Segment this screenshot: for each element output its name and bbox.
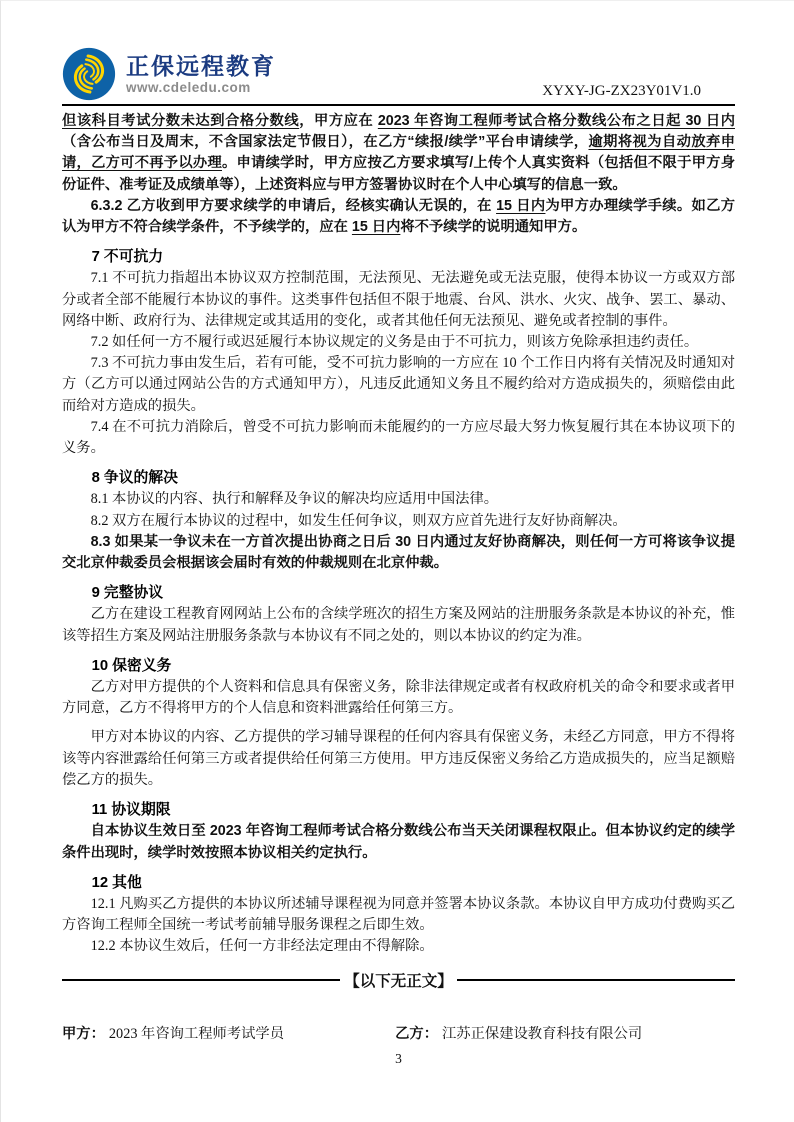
- party-b-name: 江苏正保建设教育科技有限公司: [442, 1025, 643, 1042]
- logo-text: [126, 53, 276, 96]
- end-marker-line-left: [62, 979, 340, 981]
- document-code: XYXY-JG-ZX23Y01V1.0: [542, 83, 701, 99]
- clause-segment: 6.3.2 乙方收到甲方要求续学的申请后，经核实确认无误的，在: [90, 197, 497, 214]
- party-a: [62, 1023, 395, 1045]
- intro-segment: 2023 年咨询工程师考试合格分数线公布之日起 30 日内: [377, 113, 735, 129]
- section-7-heading: 7 不可抗力: [91, 249, 164, 266]
- clause-12-1: 12.1 凡购买乙方提供的本协议所述辅导课程视为同意并签署本协议条款。本协议自甲方成功付费购买乙方咨询工程师全国统一考试考前辅导服务课程之后即生效。: [62, 895, 735, 934]
- clause-9-1: 乙方在建设工程教育网网站上公布的含续学班次的招生方案及网站的注册服务条款是本协议的补充，惟该等招生方案及网站注册服务条款与本协议有不同之处的，则以本协议的约定为准。: [62, 606, 735, 644]
- end-marker-line-right: [457, 979, 735, 981]
- section-8-heading: 8 争议的解决: [91, 470, 178, 487]
- party-b-label: 乙方：: [395, 1025, 439, 1042]
- party-a-name: 2023 年咨询工程师考试学员: [108, 1025, 285, 1042]
- clause-8-2: 8.2 双方在履行本协议的过程中，如发生任何争议，则双方应首先进行友好协商解决。: [90, 512, 627, 529]
- clause-7-3: 7.3 不可抗力事由发生后，若有可能，受不可抗力影响的一方应在 10 个工作日内将有关情况及时通知对方（乙方可以通过网站公告的方式通知甲方），凡违反此通知义务且不履约给对方造成损失的，须赔偿由此而给对方造成的损失。: [62, 355, 735, 414]
- intro-segment: 但该科目考试分数未达到合格分数线: [62, 113, 300, 129]
- intro-segment: （含公布当日及周末，不含国家法定节假日），在乙方“续报/续学”平台申请续学，: [62, 134, 589, 151]
- section-9-heading: 9 完整协议: [91, 585, 164, 602]
- clause-segment: 将不予续学的说明通知甲方。: [400, 219, 587, 236]
- signature-row: [62, 1023, 735, 1045]
- logo-swirl-icon: [62, 47, 116, 101]
- clause-6-3-2: [62, 196, 735, 238]
- section-11-heading: 11 协议期限: [91, 802, 171, 819]
- intro-segment: ，甲方应在: [299, 113, 378, 129]
- brand-website: www.cdeledu.com: [126, 79, 251, 95]
- clause-7-1: 7.1 不可抗力指超出本协议双方控制范围，无法预见、无法避免或无法克服，使得本协议一方或双方部分或者全部不能履行本协议的事件。这类事件包括但不限于地震、台风、洪水、火灾、战争、罢工、暴动、网络中断、政府行为、法律规定或其适用的变化，或者其他任何无法预见、避免或者控制的事件。: [62, 270, 735, 329]
- intro-segment: 逾期将视为自动放弃申请，乙方可不再予以办理: [62, 134, 735, 172]
- clause-segment: 15 日内: [496, 197, 546, 214]
- clause-8-1: 8.1 本协议的内容、执行和解释及争议的解决均应适用中国法律。: [90, 491, 499, 508]
- clause-8-3: 8.3 如果某一争议未在一方首次提出协商之日后 30 日内通过友好协商解决，则任何一方可将该争议提交北京仲裁委员会根据该会届时有效的仲裁规则在北京仲裁。: [62, 533, 735, 572]
- section-12-heading: 12 其他: [91, 874, 142, 891]
- party-b: [395, 1023, 642, 1045]
- intro-segment: 。申请续学时，甲方应按乙方要求填写/上传个人真实资料（包括但不限于甲方身份证件、准考证及成绩单等），上述资料应与甲方签署协议时在个人中心填写的信息一致。: [62, 155, 736, 193]
- party-a-label: 甲方：: [62, 1025, 105, 1042]
- page-number: 3: [395, 1050, 402, 1066]
- clause-segment: 15 日内: [351, 219, 401, 236]
- clause-10-2: 甲方对本协议的内容、乙方提供的学习辅导课程的任何内容具有保密义务，未经乙方同意，甲方不得将该等内容泄露给任何第三方或者提供给任何第三方使用。甲方违反保密义务给乙方造成损失的，应当足额赔偿乙方的损失。: [62, 729, 735, 788]
- clause-segment: 为甲方办理续学手续。如乙方认为甲方不符合续学条件，不予续学的，应在: [62, 197, 735, 236]
- clause-11-1: 自本协议生效日至 2023 年咨询工程师考试合格分数线公布当天关闭课程权限止。但本协议约定的续学条件出现时，续学时效按照本协议相关约定执行。: [62, 823, 735, 861]
- section-10-heading: 10 保密义务: [91, 657, 172, 674]
- intro-paragraph: [62, 111, 735, 196]
- header-divider: [62, 104, 735, 106]
- clause-7-2: 7.2 如任何一方不履行或迟延履行本协议规定的义务是由于不可抗力，则该方免除承担违约责任。: [90, 334, 699, 351]
- clause-7-4: 7.4 在不可抗力消除后，曾受不可抗力影响而未能履约的一方应尽最大努力恢复履行其在本协议项下的义务。: [62, 418, 735, 457]
- brand-name: 正保远程教育: [126, 52, 276, 79]
- clause-12-2: 12.2 本协议生效后，任何一方非经法定理由不得解除。: [90, 938, 434, 955]
- contract-body: [62, 111, 735, 958]
- logo: [62, 47, 276, 101]
- end-marker-text: 【以下无正文】: [344, 972, 453, 990]
- clause-10-1: 乙方对甲方提供的个人资料和信息具有保密义务，除非法律规定或者有权政府机关的命令和要求或者甲方同意，乙方不得将甲方的个人信息和资料泄露给任何第三方。: [62, 679, 735, 717]
- end-of-text-marker: [62, 969, 735, 991]
- header: [62, 47, 735, 101]
